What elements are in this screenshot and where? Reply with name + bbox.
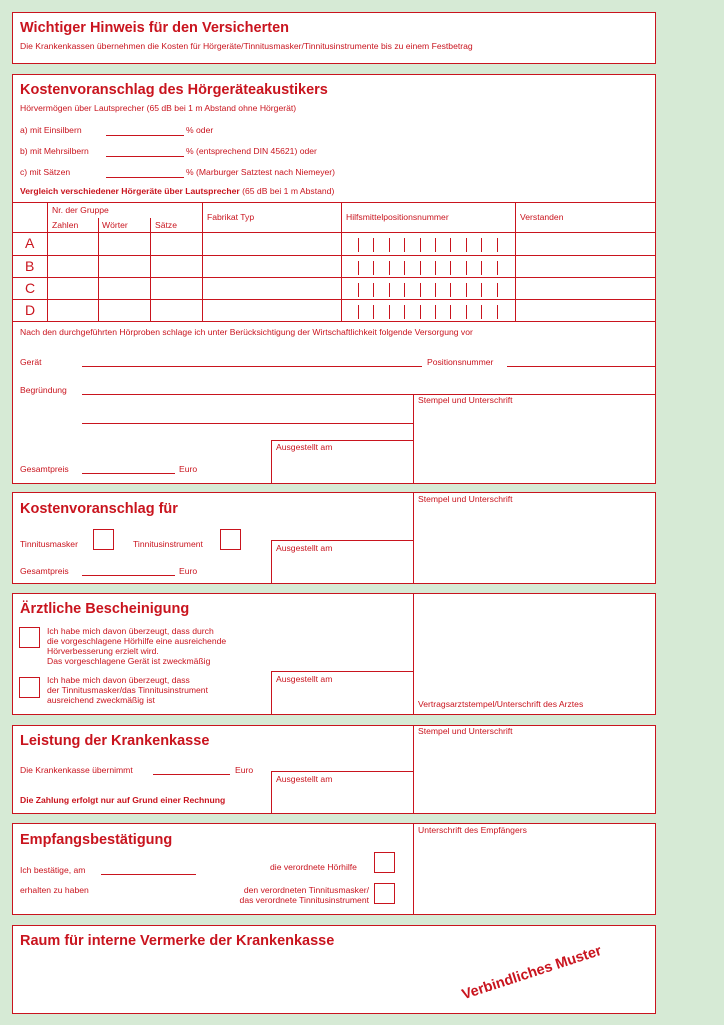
table-row-label: D	[25, 302, 36, 318]
kv-c-suffix: % (Marburger Satztest nach Niemeyer)	[186, 167, 336, 177]
empfang-title: Empfangsbestätigung	[20, 832, 173, 848]
digit-tick	[373, 238, 374, 252]
empfang-hoerhilfe-label: die verordnete Hörhilfe	[270, 862, 357, 872]
arzt-title: Ärztliche Bescheinigung	[20, 601, 190, 617]
digit-tick	[481, 238, 482, 252]
hinweis-title: Wichtiger Hinweis für den Versicherten	[20, 20, 289, 36]
kv-positionsnummer-label: Positionsnummer	[427, 357, 494, 367]
kv-begruendung-field-2[interactable]	[82, 423, 414, 424]
digit-tick	[420, 238, 421, 252]
kv-b-suffix: % (entsprechend DIN 45621) oder	[186, 146, 317, 156]
digit-tick	[466, 261, 467, 275]
table-row-label: A	[25, 235, 35, 251]
digit-tick	[450, 238, 451, 252]
digit-tick	[435, 261, 436, 275]
table-col-verstanden: Verstanden	[520, 212, 564, 222]
digit-tick	[358, 261, 359, 275]
kv-stempel-label: Stempel und Unterschrift	[418, 395, 513, 405]
kv-begruendung-field-1[interactable]	[82, 394, 656, 395]
kv-vergleich	[20, 187, 334, 197]
digit-tick	[358, 305, 359, 319]
kv-versorgung: Nach den durchgeführten Hörproben schlage ich unter Berücksichtigung der Wirtschaftlichkeit folgende Versorgung vor	[20, 327, 473, 337]
kv-geraet-field[interactable]	[82, 366, 422, 367]
kvf-gesamtpreis-field[interactable]	[82, 575, 175, 576]
digit-tick	[389, 238, 390, 252]
digit-tick	[373, 283, 374, 297]
table-group-header: Nr. der Gruppe	[52, 205, 109, 215]
digit-tick	[466, 283, 467, 297]
table-col-hilfsmittel: Hilfsmittelpositionsnummer	[346, 212, 449, 222]
kvf-ausgestellt-label: Ausgestellt am	[276, 543, 333, 553]
digit-tick	[373, 261, 374, 275]
empfang-bestaetige-label: Ich bestätige, am	[20, 865, 86, 875]
arzt-ausgestellt-label: Ausgestellt am	[276, 674, 333, 684]
kv-positionsnummer-field[interactable]	[507, 366, 656, 367]
intern-title: Raum für interne Vermerke der Krankenkasse	[20, 933, 335, 949]
arzt-check2-text: Ich habe mich davon überzeugt, dass der Tinnitusmasker/das Tinnitusinstrument ausreichend zweckmäßig ist	[47, 675, 208, 705]
empfang-erhalten-label: erhalten zu haben	[20, 885, 89, 895]
leistung-uebernimmt-label: Die Krankenkasse übernimmt	[20, 765, 133, 775]
arzt-check2-checkbox[interactable]	[19, 677, 40, 698]
digit-tick	[404, 305, 405, 319]
digit-tick	[389, 283, 390, 297]
digit-tick	[481, 283, 482, 297]
empfang-unterschrift-label: Unterschrift des Empfängers	[418, 825, 527, 835]
kv-gesamtpreis-label: Gesamtpreis	[20, 464, 69, 474]
digit-tick	[466, 305, 467, 319]
table-row-label: C	[25, 280, 36, 296]
kv-gesamtpreis-field[interactable]	[82, 473, 175, 474]
kv-ausgestellt-label: Ausgestellt am	[276, 442, 333, 452]
kv-euro-label: Euro	[179, 464, 198, 474]
hoerhilfe-checkbox[interactable]	[374, 852, 395, 873]
tinnitusmasker-checkbox[interactable]	[93, 529, 114, 550]
leistung-title: Leistung der Krankenkasse	[20, 733, 210, 749]
tinnitusinstrument-checkbox[interactable]	[220, 529, 241, 550]
leistung-stempel-label: Stempel und Unterschrift	[418, 726, 513, 736]
kv-begruendung-label: Begründung	[20, 385, 67, 395]
leistung-euro-label: Euro	[235, 765, 254, 775]
kv-a-label: a) mit Einsilbern	[20, 125, 82, 135]
digit-tick	[466, 238, 467, 252]
kv-title: Kostenvoranschlag des Hörgeräteakustikers	[20, 82, 328, 98]
leistung-zahlung-text: Die Zahlung erfolgt nur auf Grund einer Rechnung	[20, 795, 226, 805]
kv-c-label: c) mit Sätzen	[20, 167, 71, 177]
kv-b-label: b) mit Mehrsilbern	[20, 146, 89, 156]
digit-tick	[404, 238, 405, 252]
arzt-check1-text: Ich habe mich davon überzeugt, dass durch die vorgeschlagene Hörhilfe eine ausreichende Hörverbesserung erzielt wird. Das vorgeschlagene Gerät ist zweckmäßig	[47, 626, 227, 666]
kvf-tinnitusinstrument-label: Tinnitusinstrument	[133, 539, 203, 549]
digit-tick	[389, 261, 390, 275]
digit-tick	[497, 238, 498, 252]
hinweis-text: Die Krankenkassen übernehmen die Kosten für Hörgeräte/Tinnitusmasker/Tinnitusinstrumente bis zu einem Festbetrag	[20, 41, 473, 51]
digit-tick	[450, 305, 451, 319]
digit-tick	[389, 305, 390, 319]
kvf-euro-label: Euro	[179, 566, 198, 576]
empfang-datum-field[interactable]	[101, 874, 196, 875]
digit-tick	[481, 261, 482, 275]
digit-tick	[450, 283, 451, 297]
leistung-betrag-field[interactable]	[153, 774, 230, 775]
digit-tick	[435, 305, 436, 319]
digit-tick	[497, 283, 498, 297]
arzt-stempel-label: Vertragsarztstempel/Unterschrift des Arztes	[418, 699, 584, 709]
digit-tick	[373, 305, 374, 319]
kvf-tinnitusmasker-label: Tinnitusmasker	[20, 539, 78, 549]
kv-vergleich-rest: (65 dB bei 1 m Abstand)	[239, 186, 335, 196]
table-col-woerter: Wörter	[102, 220, 128, 230]
digit-tick	[404, 261, 405, 275]
digit-tick	[435, 283, 436, 297]
kv-b-field[interactable]	[106, 156, 184, 157]
digit-tick	[404, 283, 405, 297]
empfang-tinn-label: den verordneten Tinnitusmasker/ das verordnete Tinnitusinstrument	[239, 885, 369, 905]
kvf-stempel-label: Stempel und Unterschrift	[418, 494, 513, 504]
digit-tick	[497, 261, 498, 275]
table-row-label: B	[25, 258, 35, 274]
leistung-ausgestellt-label: Ausgestellt am	[276, 774, 333, 784]
watermark-stamp: Verbindliches Muster	[460, 942, 604, 1004]
kv-intro: Hörvermögen über Lautsprecher (65 dB bei 1 m Abstand ohne Hörgerät)	[20, 103, 297, 113]
digit-tick	[450, 261, 451, 275]
digit-tick	[420, 305, 421, 319]
digit-tick	[358, 238, 359, 252]
kv-vergleich-bold: Vergleich verschiedener Hörgeräte über Lautsprecher	[20, 186, 240, 196]
tinnitus-empfang-checkbox[interactable]	[374, 883, 395, 904]
kv-a-suffix: % oder	[186, 125, 214, 135]
arzt-check1-checkbox[interactable]	[19, 627, 40, 648]
digit-tick	[420, 261, 421, 275]
kv-a-field[interactable]	[106, 135, 184, 136]
kvf-title: Kostenvoranschlag für	[20, 501, 178, 517]
digit-tick	[481, 305, 482, 319]
digit-tick	[358, 283, 359, 297]
kv-c-field[interactable]	[106, 177, 184, 178]
digit-tick	[497, 305, 498, 319]
kv-geraet-label: Gerät	[20, 357, 42, 367]
digit-tick	[420, 283, 421, 297]
table-col-saetze: Sätze	[155, 220, 177, 230]
digit-tick	[435, 238, 436, 252]
table-col-fabrikat: Fabrikat Typ	[207, 212, 255, 222]
kvf-gesamtpreis-label: Gesamtpreis	[20, 566, 69, 576]
table-col-zahlen: Zahlen	[52, 220, 79, 230]
